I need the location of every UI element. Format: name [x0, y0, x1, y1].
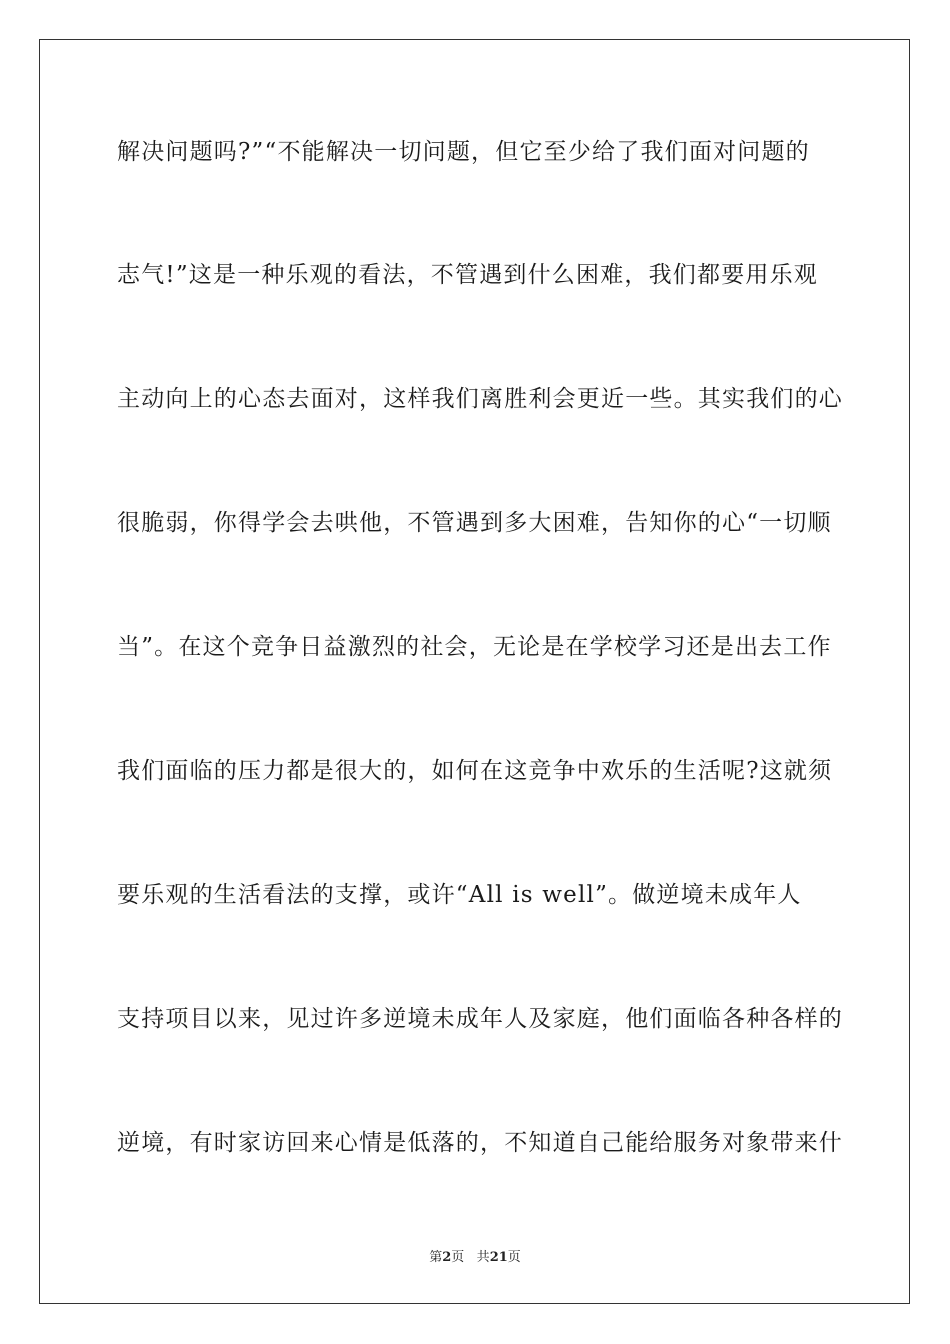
text-line: 志气!”这是一种乐观的看法，不管遇到什么困难，我们都要用乐观 [117, 262, 819, 288]
page-prefix: 第 [429, 1250, 443, 1265]
total-pages: 21 [489, 1250, 508, 1265]
text-line: 支持项目以来，见过许多逆境未成年人及家庭，他们面临各种各样的 [117, 1006, 843, 1032]
text-line: 主动向上的心态去面对，这样我们离胜利会更近一些。其实我们的心 [117, 386, 843, 412]
total-prefix: 共 [476, 1250, 490, 1265]
page-footer [0, 1246, 950, 1265]
text-line: 很脆弱，你得学会去哄他，不管遇到多大困难，告知你的心“一切顺 [117, 510, 832, 536]
total-suffix: 页 [507, 1250, 521, 1265]
text-line: 我们面临的压力都是很大的，如何在这竞争中欢乐的生活呢?这就须 [117, 758, 833, 784]
text-line: 要乐观的生活看法的支撑，或许“All is well”。做逆境未成年人 [117, 882, 802, 908]
page-suffix: 页 [451, 1250, 465, 1265]
text-line: 当”。在这个竞争日益激烈的社会，无论是在学校学习还是出去工作 [117, 634, 832, 660]
text-line: 解决问题吗?”“不能解决一切问题，但它至少给了我们面对问题的 [117, 139, 810, 165]
page-frame [39, 39, 910, 1304]
text-line: 逆境，有时家访回来心情是低落的，不知道自己能给服务对象带来什 [117, 1130, 843, 1156]
page-number: 2 [442, 1250, 452, 1265]
